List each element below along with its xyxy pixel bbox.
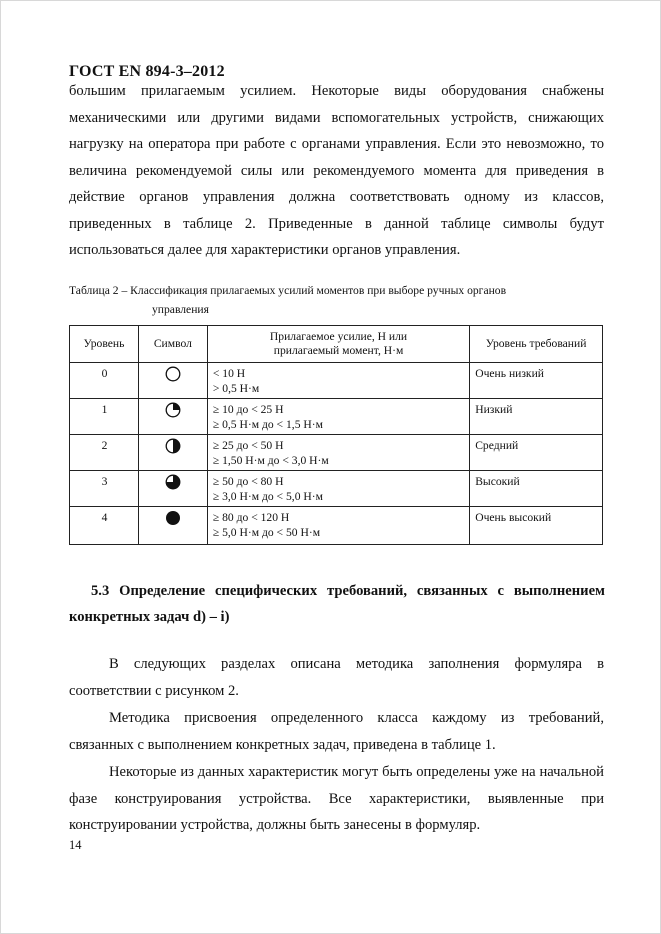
force-line2: ≥ 1,50 Н·м до < 3,0 Н·м [212, 454, 329, 467]
force-classification-table [69, 325, 603, 545]
three-quarter-filled-circle-icon [165, 474, 181, 490]
header-symbol: Символ [138, 326, 207, 363]
table-row [70, 399, 603, 435]
header-force [207, 326, 469, 363]
document-code: ГОСТ EN 894-3–2012 [69, 63, 225, 80]
level-cell: 4 [70, 507, 139, 545]
level-cell: 2 [70, 435, 139, 471]
empty-circle-icon [165, 366, 181, 382]
section-heading: 5.3 Определение специфических требований, связанных с выполнением конкретных задач d) – i) [69, 583, 605, 625]
force-cell [207, 507, 469, 545]
table-caption-line2: управления [152, 303, 209, 316]
table-caption [69, 281, 604, 319]
page-number: 14 [69, 838, 82, 852]
level-cell: 3 [70, 471, 139, 507]
symbol-cell [138, 507, 207, 545]
table-caption-line1: Таблица 2 – Классификация прилагаемых усилий моментов при выборе ручных органов [69, 284, 507, 297]
symbol-cell [138, 399, 207, 435]
force-cell [207, 399, 469, 435]
force-line2: ≥ 3,0 Н·м до < 5,0 Н·м [212, 490, 323, 503]
header-force-line1: Прилагаемое усилие, Н или [269, 330, 408, 343]
force-line2: ≥ 5,0 Н·м до < 50 Н·м [212, 526, 321, 539]
filled-circle-icon [165, 510, 181, 526]
force-line1: ≥ 25 до < 50 Н [212, 439, 284, 452]
quarter-filled-circle-icon [165, 402, 181, 418]
force-cell [207, 363, 469, 399]
header-force-line2: прилагаемый момент, Н·м [273, 344, 404, 357]
force-line2: ≥ 0,5 Н·м до < 1,5 Н·м [212, 418, 323, 431]
header-level: Уровень [70, 326, 139, 363]
level-cell: 1 [70, 399, 139, 435]
force-cell [207, 471, 469, 507]
force-cell [207, 435, 469, 471]
half-filled-circle-icon [165, 438, 181, 454]
body-paragraph: Некоторые из данных характеристик могут быть определены уже на начальной фазе конструирования устройства. Все характеристики, выявленные при конструировании устройства, должны быть занесены в формуляр. [69, 764, 604, 833]
table-row [70, 507, 603, 545]
force-line2: > 0,5 Н·м [212, 382, 260, 395]
body-paragraph: Методика присвоения определенного класса каждому из требований, связанных с выполнением конкретных задач, приведена в таблице 1. [69, 710, 604, 753]
requirement-cell: Очень низкий [470, 363, 603, 399]
symbol-cell [138, 471, 207, 507]
table-row [70, 363, 603, 399]
level-cell: 0 [70, 363, 139, 399]
symbol-cell [138, 435, 207, 471]
intro-paragraph: большим прилагаемым усилием. Некоторые виды оборудования снабжены механическими или другими видами вспомогательных устройств, снижающих нагрузку на оператора при работе с органами управления. Если это невозможно, то величина рекомендуемой силы или рекомендуемого момента для приведения в действие органов управления должна соответствовать одному из классов, приведенных в таблице 2. Приведенные в данной таблице символы будут использоваться далее для характеристики органов управления. [69, 83, 604, 258]
requirement-cell: Высокий [470, 471, 603, 507]
header-requirement: Уровень требований [470, 326, 603, 363]
requirement-cell: Средний [470, 435, 603, 471]
force-line1: ≥ 50 до < 80 Н [212, 475, 284, 488]
force-line1: ≥ 80 до < 120 Н [212, 511, 290, 524]
table-header-row [70, 326, 603, 363]
force-line1: ≥ 10 до < 25 Н [212, 403, 284, 416]
body-paragraph: В следующих разделах описана методика заполнения формуляра в соответствии с рисунком 2. [69, 656, 604, 699]
symbol-cell [138, 363, 207, 399]
requirement-cell: Низкий [470, 399, 603, 435]
force-line1: < 10 Н [212, 367, 246, 380]
table-row [70, 435, 603, 471]
table-row [70, 471, 603, 507]
requirement-cell: Очень высокий [470, 507, 603, 545]
